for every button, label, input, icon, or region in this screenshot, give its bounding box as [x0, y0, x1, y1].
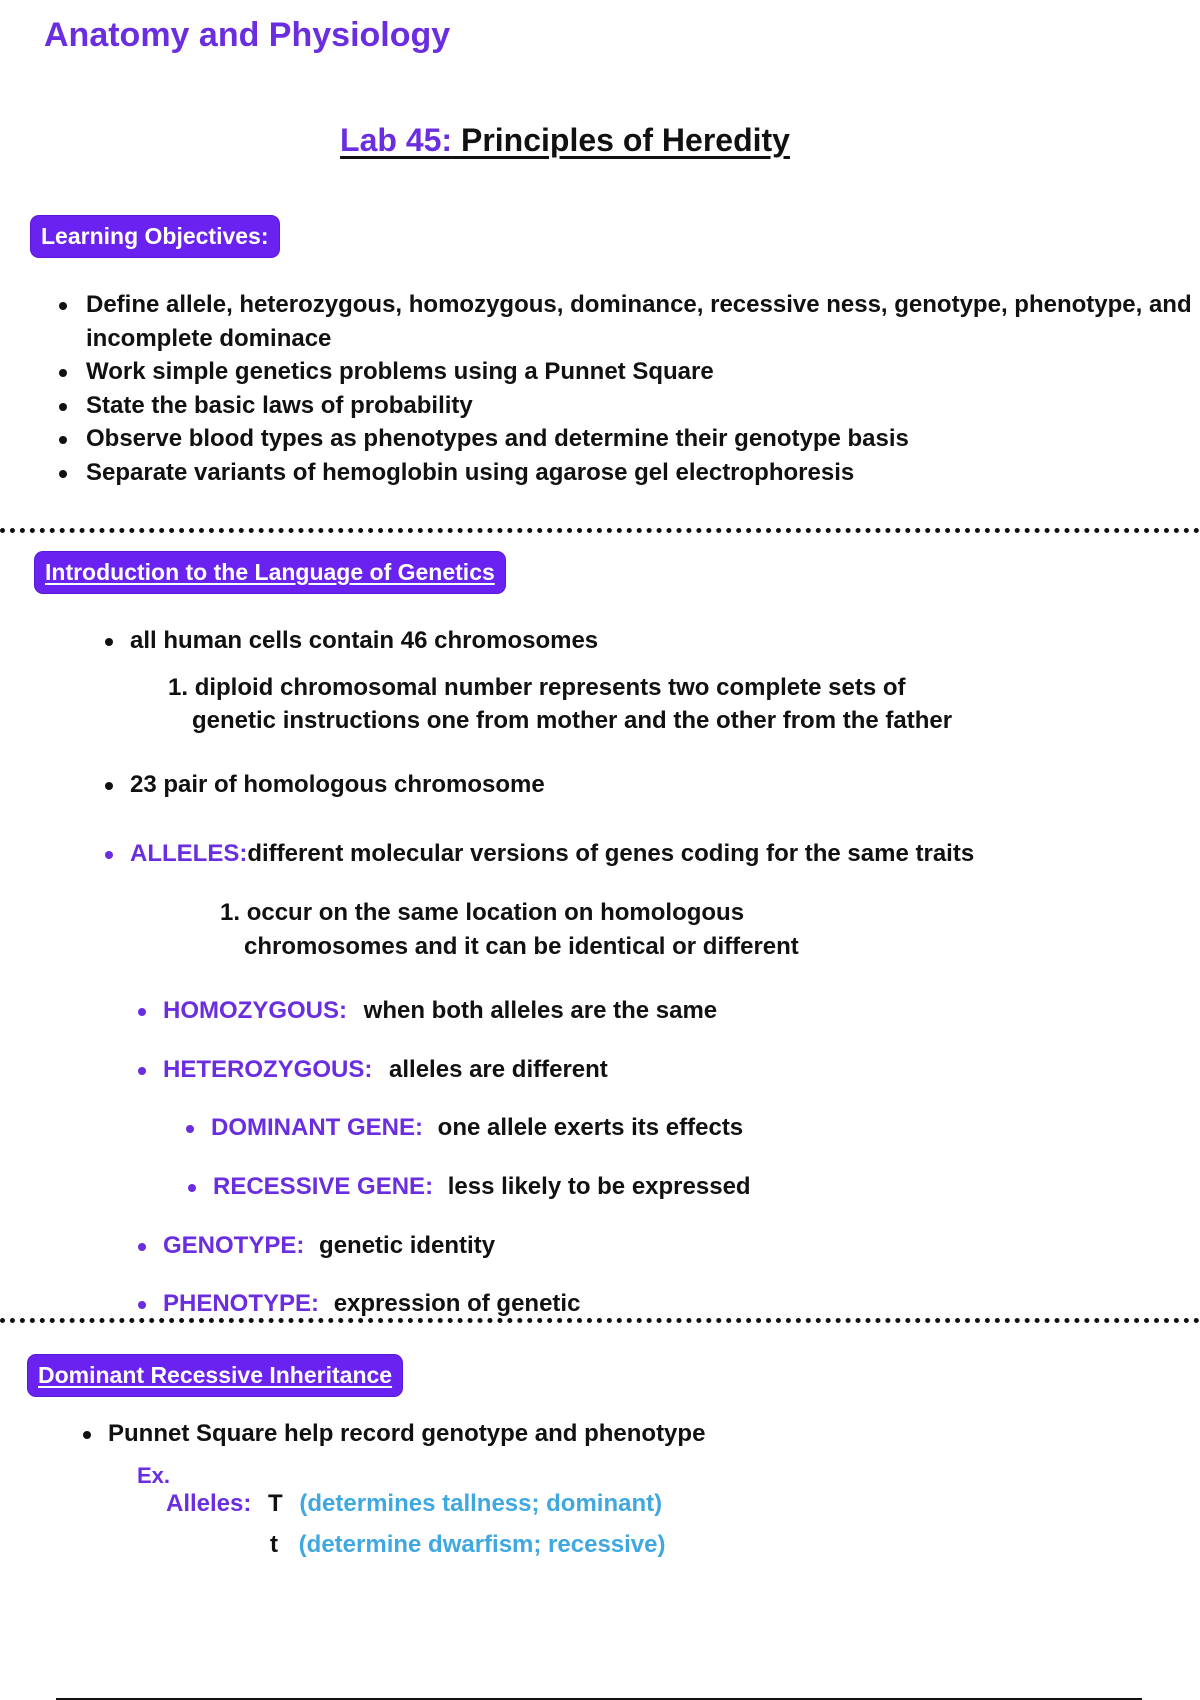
objective-item: State the basic laws of probability [56, 389, 1196, 423]
bullet [188, 1184, 196, 1192]
definition-item [135, 1229, 495, 1262]
definition-item [135, 994, 717, 1027]
genotype-definition: genetic identity [319, 1232, 496, 1259]
allele-symbol: t [270, 1531, 278, 1558]
heterozygous-definition: alleles are different [389, 1056, 608, 1083]
bullet [83, 1431, 91, 1439]
diploid-text-line1: diploid chromosomal number represents two complete sets of [194, 674, 906, 701]
definition-item [183, 1111, 743, 1144]
item-number: 1. [220, 899, 241, 926]
learning-objectives-list [56, 288, 1196, 489]
item-number: 1. [168, 674, 189, 701]
alleles-label: Alleles: [166, 1490, 252, 1517]
dominant-gene-definition: one allele exerts its effects [437, 1114, 744, 1141]
section-divider [0, 528, 1200, 533]
list-item [102, 768, 545, 801]
course-title: Anatomy and Physiology [44, 16, 451, 54]
objective-item: Work simple genetics problems using a Punnet Square [56, 355, 1196, 389]
lab-title [0, 122, 1130, 159]
recessive-gene-definition: less likely to be expressed [447, 1173, 751, 1200]
objective-item: Separate variants of hemoglobin using agarose gel electrophoresis [56, 456, 1196, 490]
allele-description: (determine dwarfism; recessive) [298, 1531, 666, 1558]
objective-item: Observe blood types as phenotypes and determine their genotype basis [56, 422, 1196, 456]
numbered-item-continuation: genetic instructions one from mother and the other from the father [192, 707, 953, 734]
lab-number: Lab 45: [340, 122, 453, 158]
definition-item [102, 837, 974, 870]
numbered-item [168, 671, 906, 704]
intro-heading-text: Introduction to the Language of Genetics [45, 559, 495, 585]
bullet [105, 851, 113, 859]
definition-item [185, 1170, 751, 1203]
intro-heading [35, 552, 505, 593]
bullet [105, 782, 113, 790]
bullet [138, 1243, 146, 1251]
chromosomes-text: all human cells contain 46 chromosomes [130, 627, 599, 654]
section-divider [0, 1318, 1200, 1323]
homozygous-term: HOMOZYGOUS: [163, 997, 347, 1024]
bullet [105, 638, 113, 646]
learning-objectives-heading [31, 216, 279, 257]
learning-objectives-heading-text: Learning Objectives: [41, 223, 269, 249]
numbered-item [220, 896, 744, 929]
homozygous-definition: when both alleles are the same [363, 997, 718, 1024]
bullet [138, 1067, 146, 1075]
list-item [80, 1417, 705, 1450]
bullet [186, 1125, 194, 1133]
allele-description: (determines tallness; dominant) [299, 1490, 663, 1517]
phenotype-definition: expression of genetic [333, 1290, 581, 1317]
lab-name: Principles of Heredity [460, 122, 790, 158]
allele-symbol: T [268, 1490, 283, 1517]
genotype-term: GENOTYPE: [163, 1232, 305, 1259]
punnet-text: Punnet Square help record genotype and phenotype [108, 1420, 706, 1447]
alleles-sub-line1: occur on the same location on homologous [246, 899, 745, 926]
numbered-item-continuation: chromosomes and it can be identical or different [244, 933, 799, 960]
objective-item: Define allele, heterozygous, homozygous, dominance, recessive ness, genotype, phenotype, and incomplete dominace [56, 288, 1196, 355]
bullet [138, 1008, 146, 1016]
alleles-term: ALLELES: [130, 840, 248, 867]
heterozygous-term: HETEROZYGOUS: [163, 1056, 373, 1083]
example-label: Ex. [137, 1463, 171, 1488]
list-item [102, 624, 598, 657]
allele-row [270, 1528, 666, 1561]
dominant-gene-term: DOMINANT GENE: [211, 1114, 423, 1141]
bullet [138, 1301, 146, 1309]
definition-item [135, 1287, 580, 1320]
recessive-gene-term: RECESSIVE GENE: [213, 1173, 434, 1200]
alleles-definition: different molecular versions of genes coding for the same traits [247, 840, 975, 867]
dominant-recessive-heading [28, 1355, 402, 1396]
phenotype-term: PHENOTYPE: [163, 1290, 320, 1317]
pairs-text: 23 pair of homologous chromosome [130, 771, 545, 798]
allele-row [166, 1487, 662, 1520]
dominant-recessive-heading-text: Dominant Recessive Inheritance [38, 1362, 393, 1388]
definition-item [135, 1053, 608, 1086]
